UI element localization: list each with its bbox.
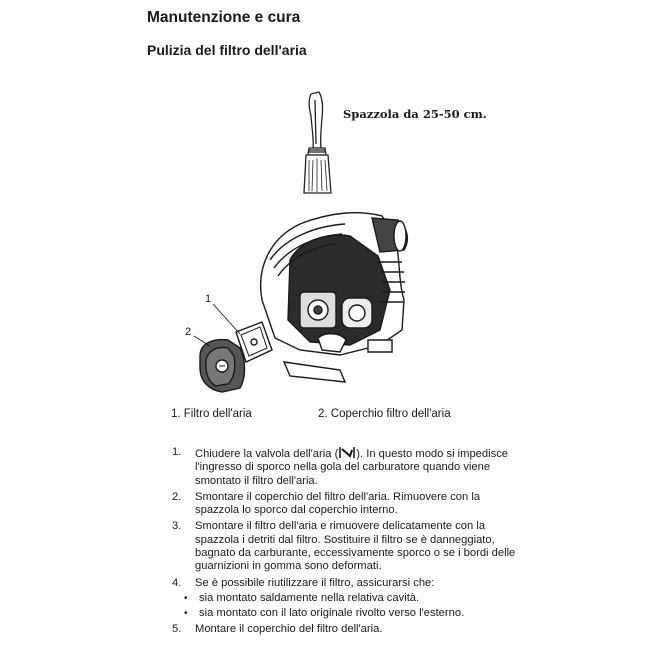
list-item: 4. Se è possibile riutilizzare il filtro, assicurarsi che: — [172, 576, 435, 589]
list-item: 2. Smontare il coperchio del filtro dell'aria. Rimuovere con la spazzola lo sporco dal coperchio interno. — [172, 490, 481, 517]
choke-icon — [338, 446, 356, 459]
section-title: Pulizia del filtro dell'aria — [147, 42, 307, 58]
caption-air-filter: 1. Filtro dell'aria — [171, 408, 252, 420]
sub-list — [172, 592, 522, 621]
sub-list-item: • sia montato con il lato originale rivolto verso l'esterno. — [184, 607, 465, 620]
air-filter-cover — [200, 340, 245, 392]
callout-1: 1 — [205, 293, 212, 305]
list-item: 1. Chiudere la valvola dell'aria ( ). In questo modo si impedisce l'ingresso di sporco nella gola del carburatore quando viene smontato il filtro dell'aria. — [172, 446, 509, 487]
list-item: 3. Smontare il filtro dell'aria e rimuovere delicatamente con la spazzola i detriti dal filtro. Sostituire il filtro se è danneggiato, bagnato da carburante, eccessivamente sporco o se i bordi delle guarnizioni in gomma sono deformati. — [172, 520, 516, 573]
engine-illustration — [194, 213, 407, 392]
page-title: Manutenzione e cura — [147, 9, 301, 26]
sub-list-item: • sia montato saldamente nella relativa cavità. — [184, 591, 420, 604]
list-item: 5. Montare il coperchio del filtro dell'aria. — [172, 622, 383, 635]
paintbrush-icon — [304, 92, 331, 193]
callout-2: 2 — [185, 326, 192, 338]
instruction-list — [172, 446, 522, 639]
caption-filter-cover: 2. Coperchio filtro dell'aria — [318, 408, 451, 420]
brush-label: Spazzola da 25-50 cm. — [343, 107, 487, 121]
